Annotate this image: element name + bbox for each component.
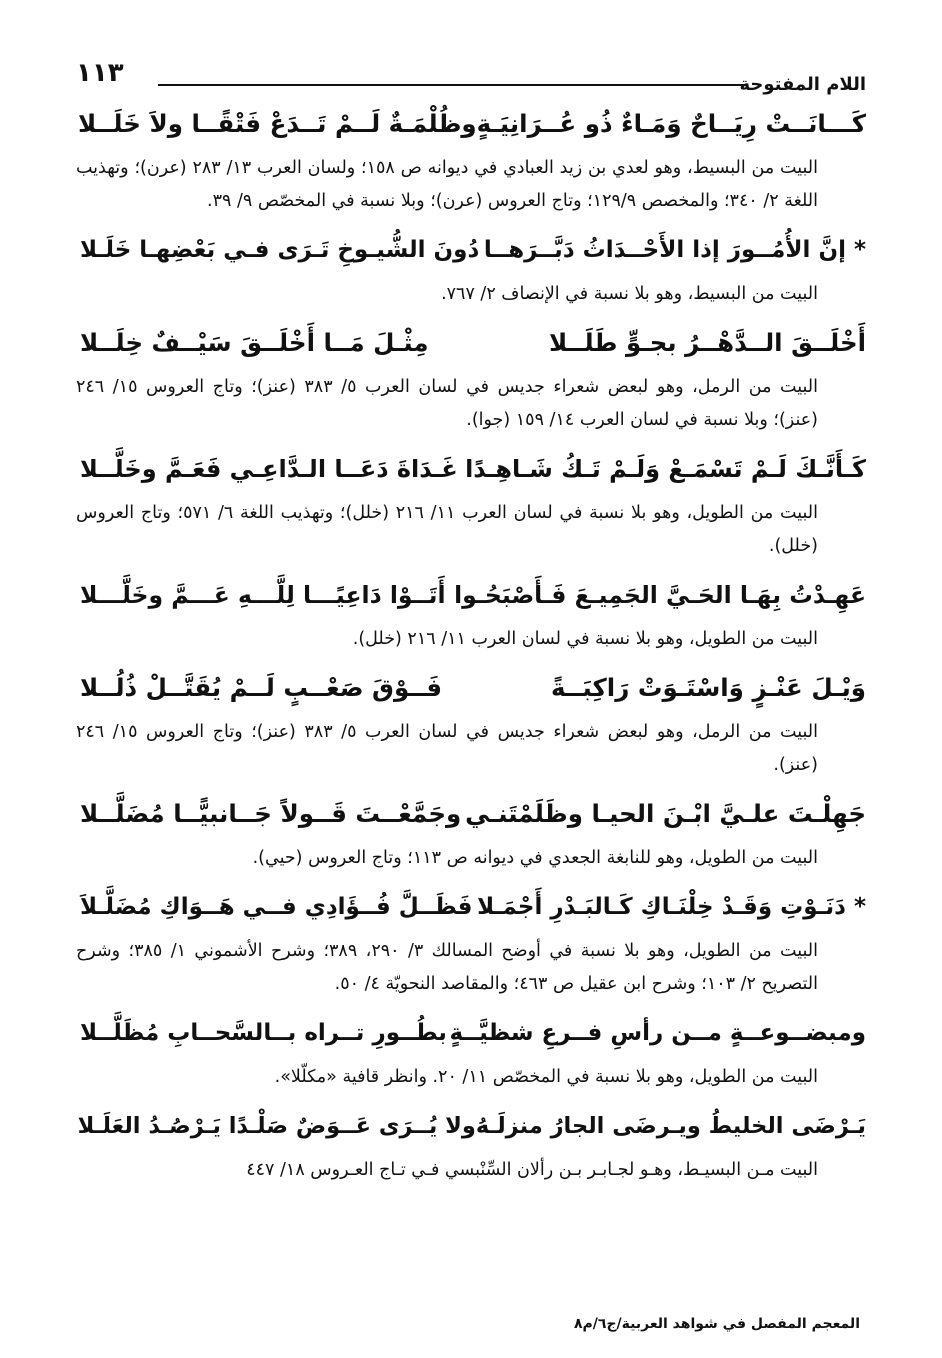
verse-line — [76, 315, 866, 371]
poetry-entry — [76, 879, 866, 1001]
first-hemistich: أَخْلَــقَ الــدَّهْــرُ بجـوٍّ طَلَــلا — [549, 328, 866, 357]
verse-note — [76, 842, 866, 875]
first-hemistich: ومبضــوعــةٍ مــن رأسِ فــرعِ شظيَّــةٍ — [449, 1020, 866, 1046]
note-text: البيت من الطويل، وهو بلا نسبة في لسان العرب ١١/ ٢١٦ (خلل)؛ وتهذيب اللغة ٦/ ٥٧١؛ وتاج العروس (خلل). — [76, 503, 818, 556]
first-hemistich: * إنَّ الأُمُــورَ إذا الأَحْــدَاثُ دَبَّــرَهــا — [483, 237, 866, 263]
page-footer: المعجم المفصل في شواهد العربية/ج٦/م٨ — [574, 1316, 860, 1332]
verse-note — [76, 371, 866, 437]
verse-line — [76, 567, 866, 623]
verse-note — [76, 935, 866, 1001]
poetry-entry — [76, 1098, 866, 1187]
page-header — [76, 52, 866, 96]
second-hemistich: مِثْـلَ مَــا أَخْلَــقَ سَيْــفٌ خِلَــلا — [80, 328, 429, 357]
page-number: ١١٣ — [76, 58, 124, 88]
verse-note — [76, 1154, 866, 1187]
first-hemistich: * دَنَـوْتِ وَقَـدْ خِلْنَـاكِ كَـالبَـدْرِ أَجْمَـلا — [477, 894, 866, 920]
second-hemistich: أَتَــوْا دَاعِيًـــا لِلَّـــهِ عَـــمَّ وخَلَّـــلا — [80, 581, 446, 609]
header-rule — [158, 84, 746, 86]
note-text: البيت من الطويل، وهو بلا نسبة في لسان العرب ١١/ ٢١٦ (خلل). — [352, 629, 818, 649]
note-text: البيت من البسيط، وهو بلا نسبة في الإنصاف ٢/ ٧٦٧. — [441, 284, 818, 304]
first-hemistich: يَـرْضَى الخليطُ ويـرضَى الجارُ منزلَـهُ — [475, 1113, 866, 1139]
verse-note — [76, 152, 866, 218]
verse-line — [76, 222, 866, 278]
first-hemistich: عَهِـدْتُ بِهَـا الحَـيَّ الجَمِيـعَ فَـأَصْبَحُـوا — [454, 581, 866, 609]
verse-note — [76, 278, 866, 311]
verse-line — [76, 441, 866, 497]
note-text: البيت من الرمل، وهو لبعض شعراء جديس في لسان العرب ٥/ ٣٨٣ (عنز)؛ وتاج العروس ١٥/ ٢٤٦ (عنز)؛ وبلا نسبة في لسان العرب ١٤/ ١٥٩ (جوا). — [76, 377, 818, 430]
second-hemistich: وظُلْمَـةٌ لَــمْ تَــدَعْ فَتْقًــا ولاَ خَلَــلا — [77, 109, 477, 138]
verse-note — [76, 623, 866, 656]
poetry-entry — [76, 441, 866, 563]
verse-line — [76, 879, 866, 935]
second-hemistich: فَظَــلَّ فُــؤَادِي فــي هَــوَاكِ مُضَلَّـلاَ — [80, 894, 473, 920]
poetry-entry — [76, 315, 866, 437]
first-hemistich: وَيْـلَ عَنْـزٍ وَاسْتَـوَتْ رَاكِبَــةً — [550, 673, 866, 702]
poetry-entry — [76, 660, 866, 782]
verse-note — [76, 497, 866, 563]
second-hemistich: غَـدَاةَ دَعَــا الـدَّاعِـي فَعَـمَّ وخَلَّــلا — [80, 455, 458, 483]
note-text: البيت من الطويل، وهو بلا نسبة في أوضح المسالك ٣/ ٢٩٠، ٣٨٩؛ وشرح الأشموني ١/ ٣٨٥؛ وشرح التصريح ٢/ ١٠٣؛ وشرح ابن عقيل ص ٤٦٣؛ والمقاصد النحويّة ٤/ ٥٠. — [76, 941, 818, 994]
second-hemistich: ولا يُــرَى عَــوَضٌ صَلْـدًا يَـرْصُـدُ العَلَـلا — [77, 1113, 476, 1139]
note-text: البيت من البسيط، وهو لعدي بن زيد العبادي في ديوانه ص ١٥٨؛ ولسان العرب ١٣/ ٢٨٣ (عرن)؛ وتهذيب اللغة ٢/ ٣٤٠؛ والمخصص ١٢٩/٩؛ وتاج العروس (عرن)؛ وبلا نسبة في المخصّص ٩/ ٣٩. — [76, 158, 818, 211]
note-text: البيت من الطويل، وهو للنابغة الجعدي في ديوانه ص ١١٣؛ وتاج العروس (حيي). — [252, 848, 818, 868]
poetry-entry — [76, 786, 866, 875]
verse-line — [76, 96, 866, 152]
verse-line — [76, 786, 866, 842]
poetry-entry — [76, 222, 866, 311]
second-hemistich: وجَمَّعْــتَ قَــولاً جَــانبيًّــا مُضَلَّــلا — [80, 799, 462, 828]
verse-note — [76, 716, 866, 782]
second-hemistich: بطُــورِ تــراه بــالسَّحــابِ مُظَلَّــلا — [80, 1020, 447, 1046]
verse-line — [76, 1098, 866, 1154]
second-hemistich: دُونَ الشُّيـوخِ تَـرَى فـي بَعْضِهـا خَلَـلا — [80, 237, 480, 263]
verse-line — [76, 1005, 866, 1061]
poetry-entry — [76, 1005, 866, 1094]
poetry-entry — [76, 96, 866, 218]
first-hemistich: كَـأَنَّـكَ لَـمْ تَسْمَـعْ وَلَـمْ تَـكُ شَـاهِـدًا — [465, 455, 866, 483]
note-text: البيت من الرمل، وهو لبعض شعراء جديس في لسان العرب ٥/ ٣٨٣ (عنز)؛ وتاج العروس ١٥/ ٢٤٦ (عنز). — [76, 722, 818, 775]
note-text: البيت من الطويل، وهو بلا نسبة في المخصّص ١١/ ٢٠. وانظر قافية «مكلّلا». — [274, 1067, 818, 1087]
first-hemistich: جَهِلْـتَ علـيَّ ابْـنَ الحيـا وظَلَمْتَنـي — [465, 799, 866, 828]
section-title: اللام المفتوحة — [739, 74, 866, 95]
first-hemistich: كَـــانَــتْ رِيَــاحٌ وَمَـاءٌ ذُو عُــرَانِيَـةٍ — [476, 109, 866, 138]
verse-note — [76, 1061, 866, 1094]
second-hemistich: فَــوْقَ صَعْــبٍ لَــمْ يُقَتَّــلْ ذُلُــلا — [80, 673, 443, 702]
verse-line — [76, 660, 866, 716]
poetry-entry — [76, 567, 866, 656]
note-text: البيت مـن البسيـط، وهـو لجـابـر بـن رألان السِّنْبسي فـي تـاج العـروس ١٨/ ٤٤٧ — [246, 1160, 818, 1180]
